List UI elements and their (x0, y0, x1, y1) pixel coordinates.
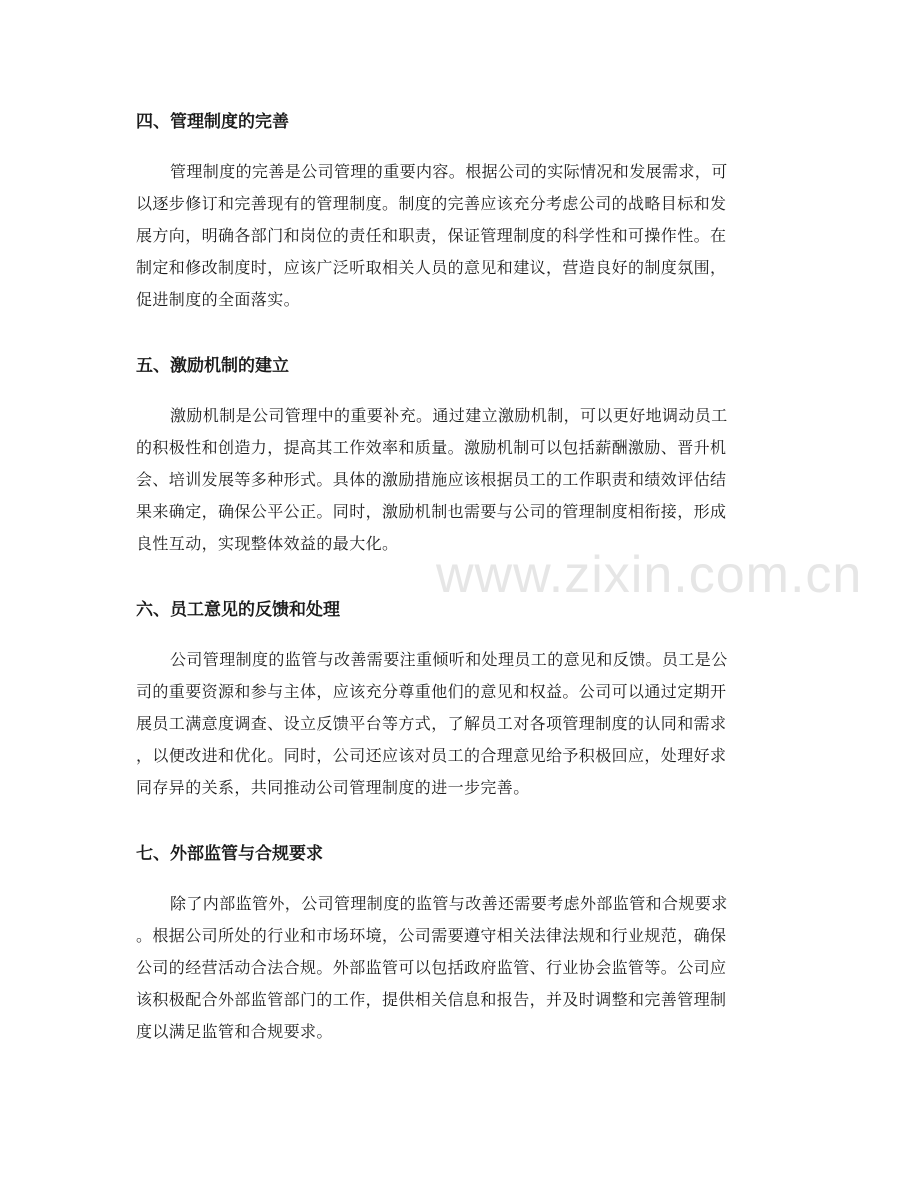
section-heading-6: 六、员工意见的反馈和处理 (136, 600, 340, 620)
paragraph-line: ，以便改进和优化。同时，公司还应该对员工的合理意见给予积极回应，处理好求 (136, 746, 727, 765)
paragraph-line: 除了内部监管外，公司管理制度的监管与改善还需要考虑外部监管和合规要求 (170, 894, 728, 913)
paragraph-line: 该积极配合外部监管部门的工作，提供相关信息和报告，并及时调整和完善管理制 (136, 990, 727, 1009)
paragraph-line: 展员工满意度调查、设立反馈平台等方式，了解员工对各项管理制度的认同和需求 (136, 714, 727, 733)
paragraph-line: 的积极性和创造力，提高其工作效率和质量。激励机制可以包括薪酬激励、晋升机 (136, 438, 727, 457)
paragraph-line: 管理制度的完善是公司管理的重要内容。根据公司的实际情况和发展需求，可 (170, 162, 728, 181)
paragraph-line: 公司管理制度的监管与改善需要注重倾听和处理员工的意见和反馈。员工是公 (170, 650, 728, 669)
paragraph-line: 度以满足监管和合规要求。 (136, 1022, 333, 1041)
paragraph-line: 制定和修改制度时，应该广泛听取相关人员的意见和建议，营造良好的制度氛围， (136, 258, 727, 277)
section-heading-4: 四、管理制度的完善 (136, 112, 289, 132)
paragraph-line: 以逐步修订和完善现有的管理制度。制度的完善应该充分考虑公司的战略目标和发 (136, 194, 727, 213)
paragraph-7 (136, 888, 796, 1048)
paragraph-line: 公司的经营活动合法合规。外部监管可以包括政府监管、行业协会监管等。公司应 (136, 958, 727, 977)
paragraph-4 (136, 156, 796, 316)
paragraph-line: 会、培训发展等多种形式。具体的激励措施应该根据员工的工作职责和绩效评估结 (136, 470, 727, 489)
paragraph-line: 果来确定，确保公平公正。同时，激励机制也需要与公司的管理制度相衔接，形成 (136, 502, 727, 521)
paragraph-line: 司的重要资源和参与主体，应该充分尊重他们的意见和权益。公司可以通过定期开 (136, 682, 727, 701)
paragraph-line: 同存异的关系，共同推动公司管理制度的进一步完善。 (136, 778, 530, 797)
section-heading-5: 五、激励机制的建立 (136, 356, 289, 376)
paragraph-line: 促进制度的全面落实。 (136, 290, 301, 309)
paragraph-6 (136, 644, 796, 804)
paragraph-line: 激励机制是公司管理中的重要补充。通过建立激励机制，可以更好地调动员工 (170, 406, 728, 425)
section-heading-7: 七、外部监管与合规要求 (136, 844, 323, 864)
paragraph-5 (136, 400, 796, 560)
paragraph-line: 展方向，明确各部门和岗位的责任和职责，保证管理制度的科学性和可操作性。在 (136, 226, 727, 245)
paragraph-line: 良性互动，实现整体效益的最大化。 (136, 534, 399, 553)
paragraph-line: 。根据公司所处的行业和市场环境，公司需要遵守相关法律法规和行业规范，确保 (136, 926, 727, 945)
watermark: www.zixin.com.cn (436, 546, 863, 604)
